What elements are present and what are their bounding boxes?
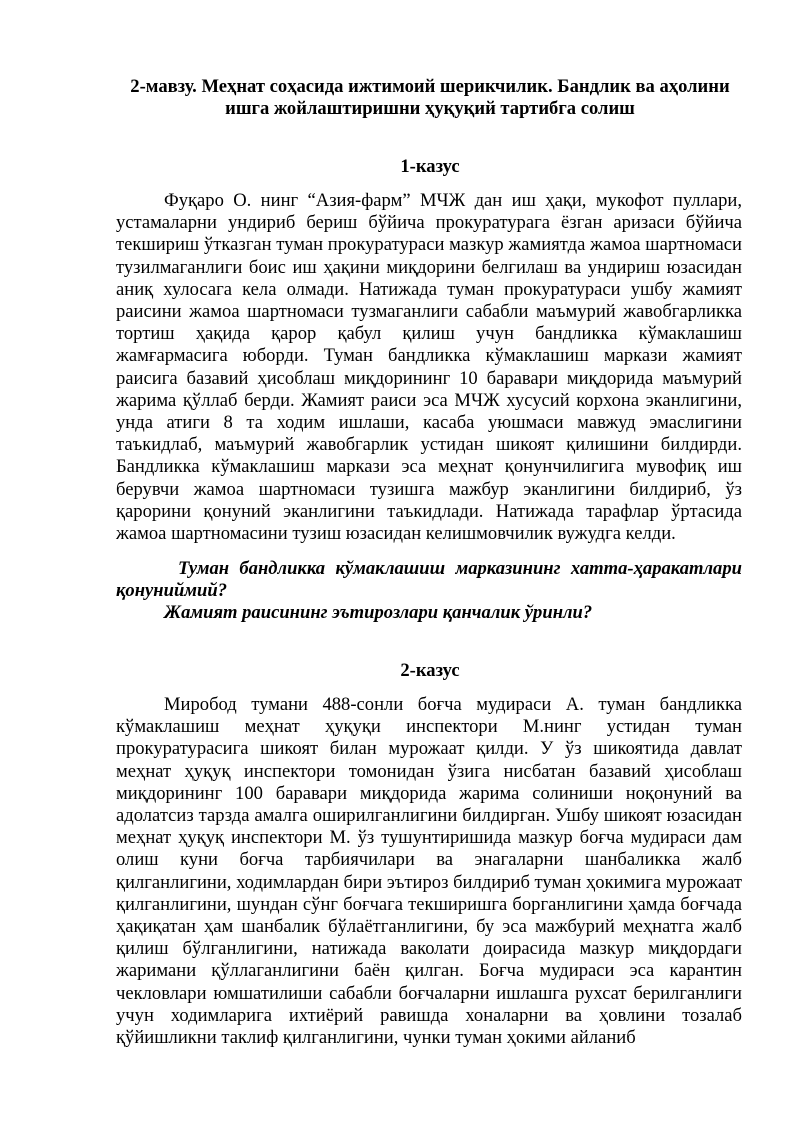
case-1-body: Фуқаро О. нинг “Азия-фарм” МЧЖ дан иш ҳақи, мукофот пуллари, устамаларни ундириб бериш бўйича прокуратурага ёзган аризаси бўйича текшириш ўтказган туман прокуратураси мазкур жамиятда жамоа шартномаси тузилмаганлиги боис иш ҳақини миқдорини белгилаш ва ундириш юзасидан аниқ хулосага кела олмади. Натижада туман прокуратураси ушбу жамият раисини жамоа шартномаси тузмаганлиги сабабли маъмурий жавобгарликка тортиш ҳақида қарор қабул қилиш учун бандликка кўмаклашиш жамғармасига юборди. Туман бандликка кўмаклашиш маркази жамият раисига базавий ҳисоблаш миқдорининг 10 баравари миқдорида маъмурий жарима қўллаб берди. Жамият раиси эса МЧЖ хусусий корхона эканлигини, унда атиги 8 та ходим ишлаши, касаба уюшмаси мавжуд эмаслигини таъкидлаб, маъмурий жавобгарлик устидан шикоят қилишини билдирди. Бандликка кўмаклашиш маркази эса меҳнат қонунчилигига мувофиқ иш берувчи жамоа шартномаси тузишга мажбур эканлигини билдириб, ўз қарорини қонуний эканлигини таъкидлади. Натижада тарафлар ўртасида жамоа шартномасини тузиш юзасидан келишмовчилик вужудга келди. [116,190,742,545]
document-title: 2-мавзу. Меҳнат соҳасида ижтимоий шерикчилик. Бандлик ва аҳолини ишга жойлаштиришни ҳуқуқий тартибга солиш [130,76,730,119]
case-2-body: Миробод тумани 488-сонли боғча мудираси А. туман бандликка кўмаклашиш меҳнат ҳуқуқи инспектори М.нинг устидан туман прокуратурасига шикоят билан мурожаат қилди. У ўз шикоятида давлат меҳнат ҳуқуқ инспектори томонидан ўзига нисбатан базавий ҳисоблаш миқдорининг 100 баравари миқдорида жарима солиниши ноқонуний ва адолатсиз тарзда амалга оширилганлигини билдирган. Ушбу шикоят юзасидан меҳнат ҳуқуқ инспектори М. ўз тушунтиришида мазкур боғча мудираси дам олиш куни боғча тарбиячилари ва энагаларни шанбаликка жалб қилганлигини, ходимлардан бири эътироз билдириб туман ҳокимига мурожаат қилганлигини, шундан сўнг боғчага текширишга борганлигини ҳамда боғчада ҳақиқатан ҳам шанбалик бўлаётганлигини, бу эса мажбурий меҳнатга жалб қилиш бўлганлигини, натижада ваколати доирасида мазкур миқдордаги жаримани қўллаганлигини баён қилган. Боғча мудираси эса карантин чекловлари юмшатилиши сабабли боғчаларни ишлашга рухсат берилганлиги учун ходимларига ихтиёрий равишда хоналарни ва ҳовлини тозалаб қўйишликни таклиф қилганлигини, чунки туман ҳокими айланиб [116,694,742,1049]
case-1-question-2: Жамият раисининг эътирозлари қанчалик ўринли? [164,602,593,623]
case-1-heading: 1-казус [400,156,460,177]
case-1-question-1: Туман бандликка кўмаклашиш марказининг хатта-ҳаракатлари қонуниймий? [116,558,742,602]
case-2-heading: 2-казус [400,660,460,681]
